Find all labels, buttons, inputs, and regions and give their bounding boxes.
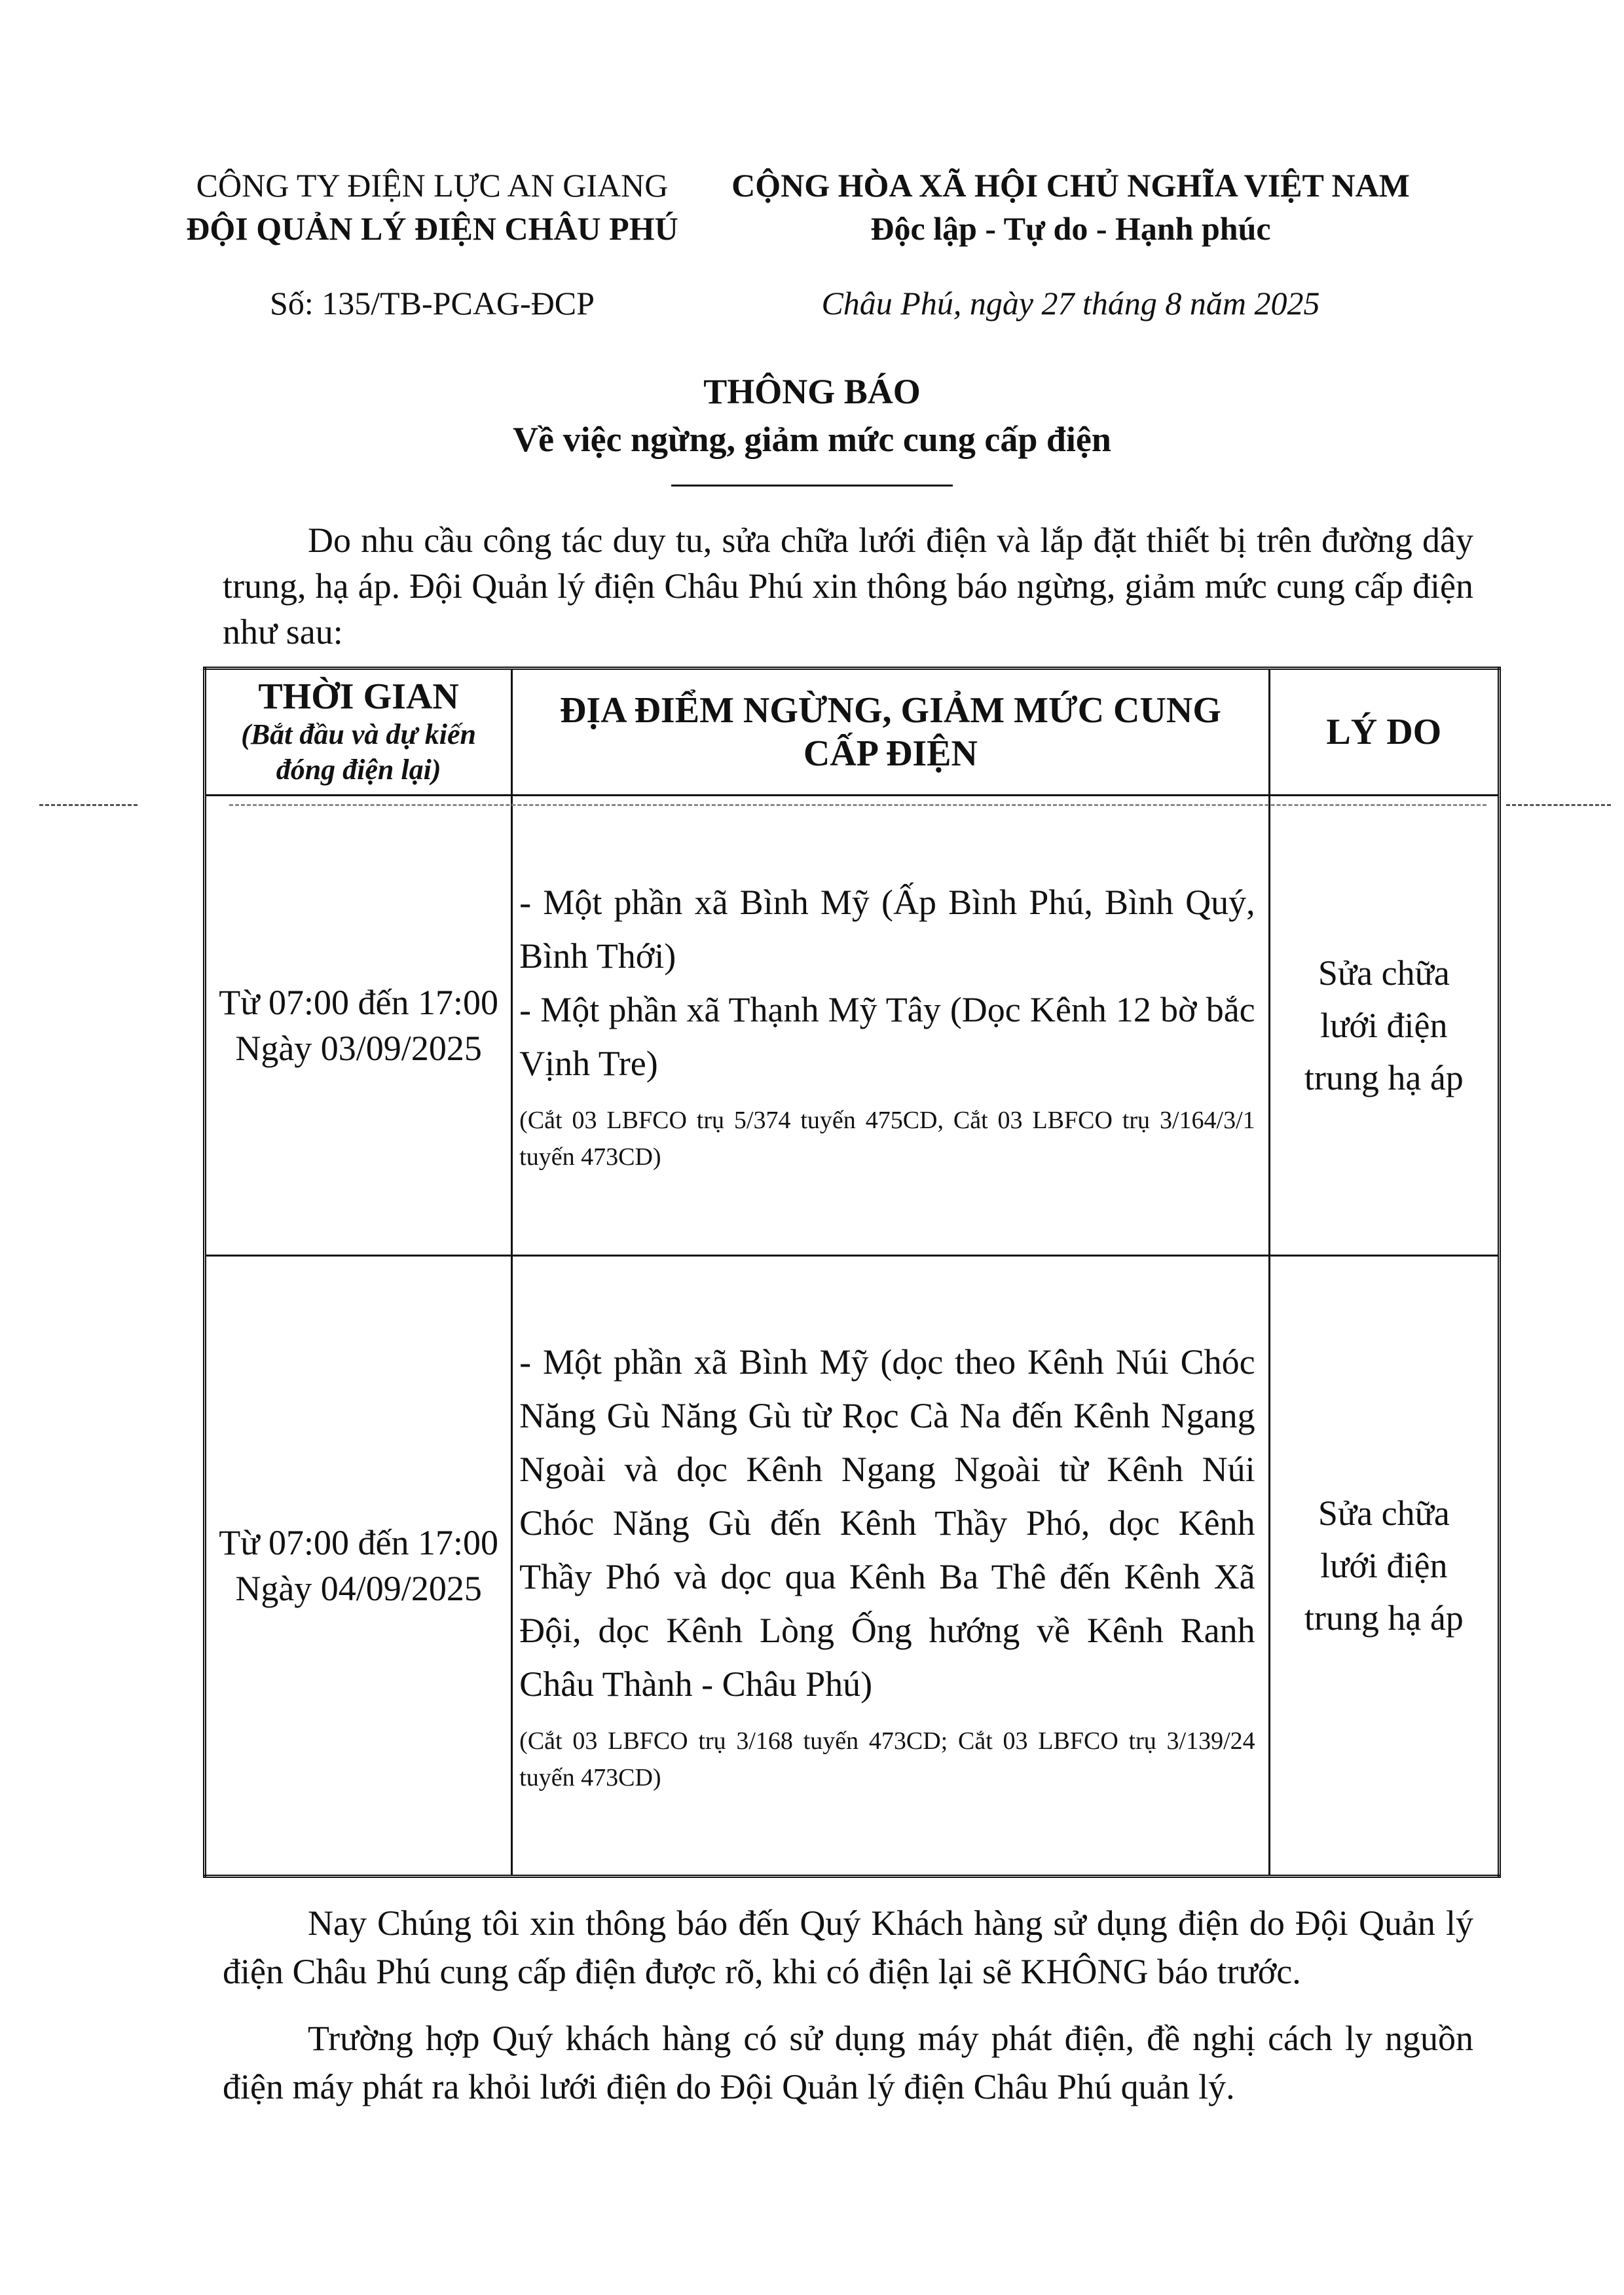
location-cell (512, 1256, 1269, 1877)
header-location: ĐỊA ĐIỂM NGỪNG, GIẢM MỨC CUNG CẤP ĐIỆN (512, 669, 1269, 796)
title-subject: Về việc ngừng, giảm mức cung cấp điện (513, 420, 1111, 459)
header-time-sublabel: (Bắt đầu và dự kiến đóng điện lại) (241, 718, 476, 786)
reason-cell: Sửa chữa lưới điện trung hạ áp (1269, 1256, 1499, 1877)
outage-date: Ngày 03/09/2025 (235, 1029, 482, 1068)
closing-paragraph: Nay Chúng tôi xin thông báo đến Quý Khách hàng sử dụng điện do Đội Quản lý điện Châu Phú cung cấp điện được rõ, khi có điện lại sẽ KHÔNG báo trước. (223, 1903, 1473, 1991)
scan-artifact-line (1506, 804, 1611, 806)
time-range: Từ 07:00 đến 17:00 (219, 1523, 498, 1562)
closing-section (223, 1899, 1473, 2129)
org-unit: ĐỘI QUẢN LÝ ĐIỆN CHÂU PHÚ (186, 210, 678, 247)
reason-cell: Sửa chữa lưới điện trung hạ áp (1269, 796, 1499, 1256)
location-cell (512, 796, 1269, 1256)
time-cell (205, 1256, 512, 1877)
closing-paragraph: Trường hợp Quý khách hàng có sử dụng máy phát điện, đề nghị cách ly nguồn điện máy phát ra khỏi lưới điện do Đội Quản lý điện Châu Phú quản lý. (223, 2019, 1473, 2106)
location-item: - Một phần xã Thạnh Mỹ Tây (Dọc Kênh 12 bờ bắc Vịnh Tre) (519, 990, 1255, 1083)
outage-table (203, 667, 1501, 1878)
header-reason: LÝ DO (1269, 669, 1499, 796)
table-row (205, 796, 1500, 1256)
location-item: - Một phần xã Bình Mỹ (dọc theo Kênh Núi Chóc Năng Gù Năng Gù từ Rọc Cà Na đến Kênh Ngang Ngoài và dọc Kênh Ngang Ngoài từ Kênh Núi Chóc Năng Gù đến Kênh Thầy Phó, dọc Kênh Thầy Phó và dọc qua Kênh Ba Thê đến Kênh Xã Đội, dọc Kênh Lòng Ống hướng về Kênh Ranh Châu Thành - Châu Phú) (519, 1342, 1255, 1704)
switching-note: (Cắt 03 LBFCO trụ 3/168 tuyến 473CD; Cắt 03 LBFCO trụ 3/139/24 tuyến 473CD) (519, 1727, 1255, 1791)
header-time (205, 669, 512, 796)
switching-note: (Cắt 03 LBFCO trụ 5/374 tuyến 475CD, Cắt 03 LBFCO trụ 3/164/3/1 tuyến 473CD) (519, 1107, 1255, 1171)
table-row (205, 1256, 1500, 1877)
document-title (0, 367, 1624, 487)
header-right (727, 164, 1414, 322)
table-header-row (205, 669, 1500, 796)
location-item: - Một phần xã Bình Mỹ (Ấp Bình Phú, Bình Quý, Bình Thới) (519, 883, 1255, 976)
doc-number: Số: 135/TB-PCAG-ĐCP (270, 285, 595, 321)
national-motto: Độc lập - Tự do - Hạnh phúc (870, 210, 1271, 247)
time-range: Từ 07:00 đến 17:00 (219, 983, 498, 1022)
intro-paragraph: Do nhu cầu công tác duy tu, sửa chữa lưới điện và lắp đặt thiết bị trên đường dây trung, hạ áp. Đội Quản lý điện Châu Phú xin thông báo ngừng, giảm mức cung cấp điện như sau: (223, 521, 1473, 652)
country-name: CỘNG HÒA XÃ HỘI CHỦ NGHĨA VIỆT NAM (731, 167, 1410, 204)
scan-artifact-line (229, 804, 1486, 806)
title-underline (671, 485, 953, 487)
header-time-label: THỜI GIAN (258, 676, 459, 717)
header-left (144, 164, 720, 322)
title-main: THÔNG BÁO (703, 372, 921, 411)
place-date: Châu Phú, ngày 27 tháng 8 năm 2025 (821, 285, 1320, 321)
org-parent: CÔNG TY ĐIỆN LỰC AN GIANG (196, 167, 669, 204)
scan-artifact-line (39, 804, 138, 806)
outage-date: Ngày 04/09/2025 (235, 1569, 482, 1608)
time-cell (205, 796, 512, 1256)
